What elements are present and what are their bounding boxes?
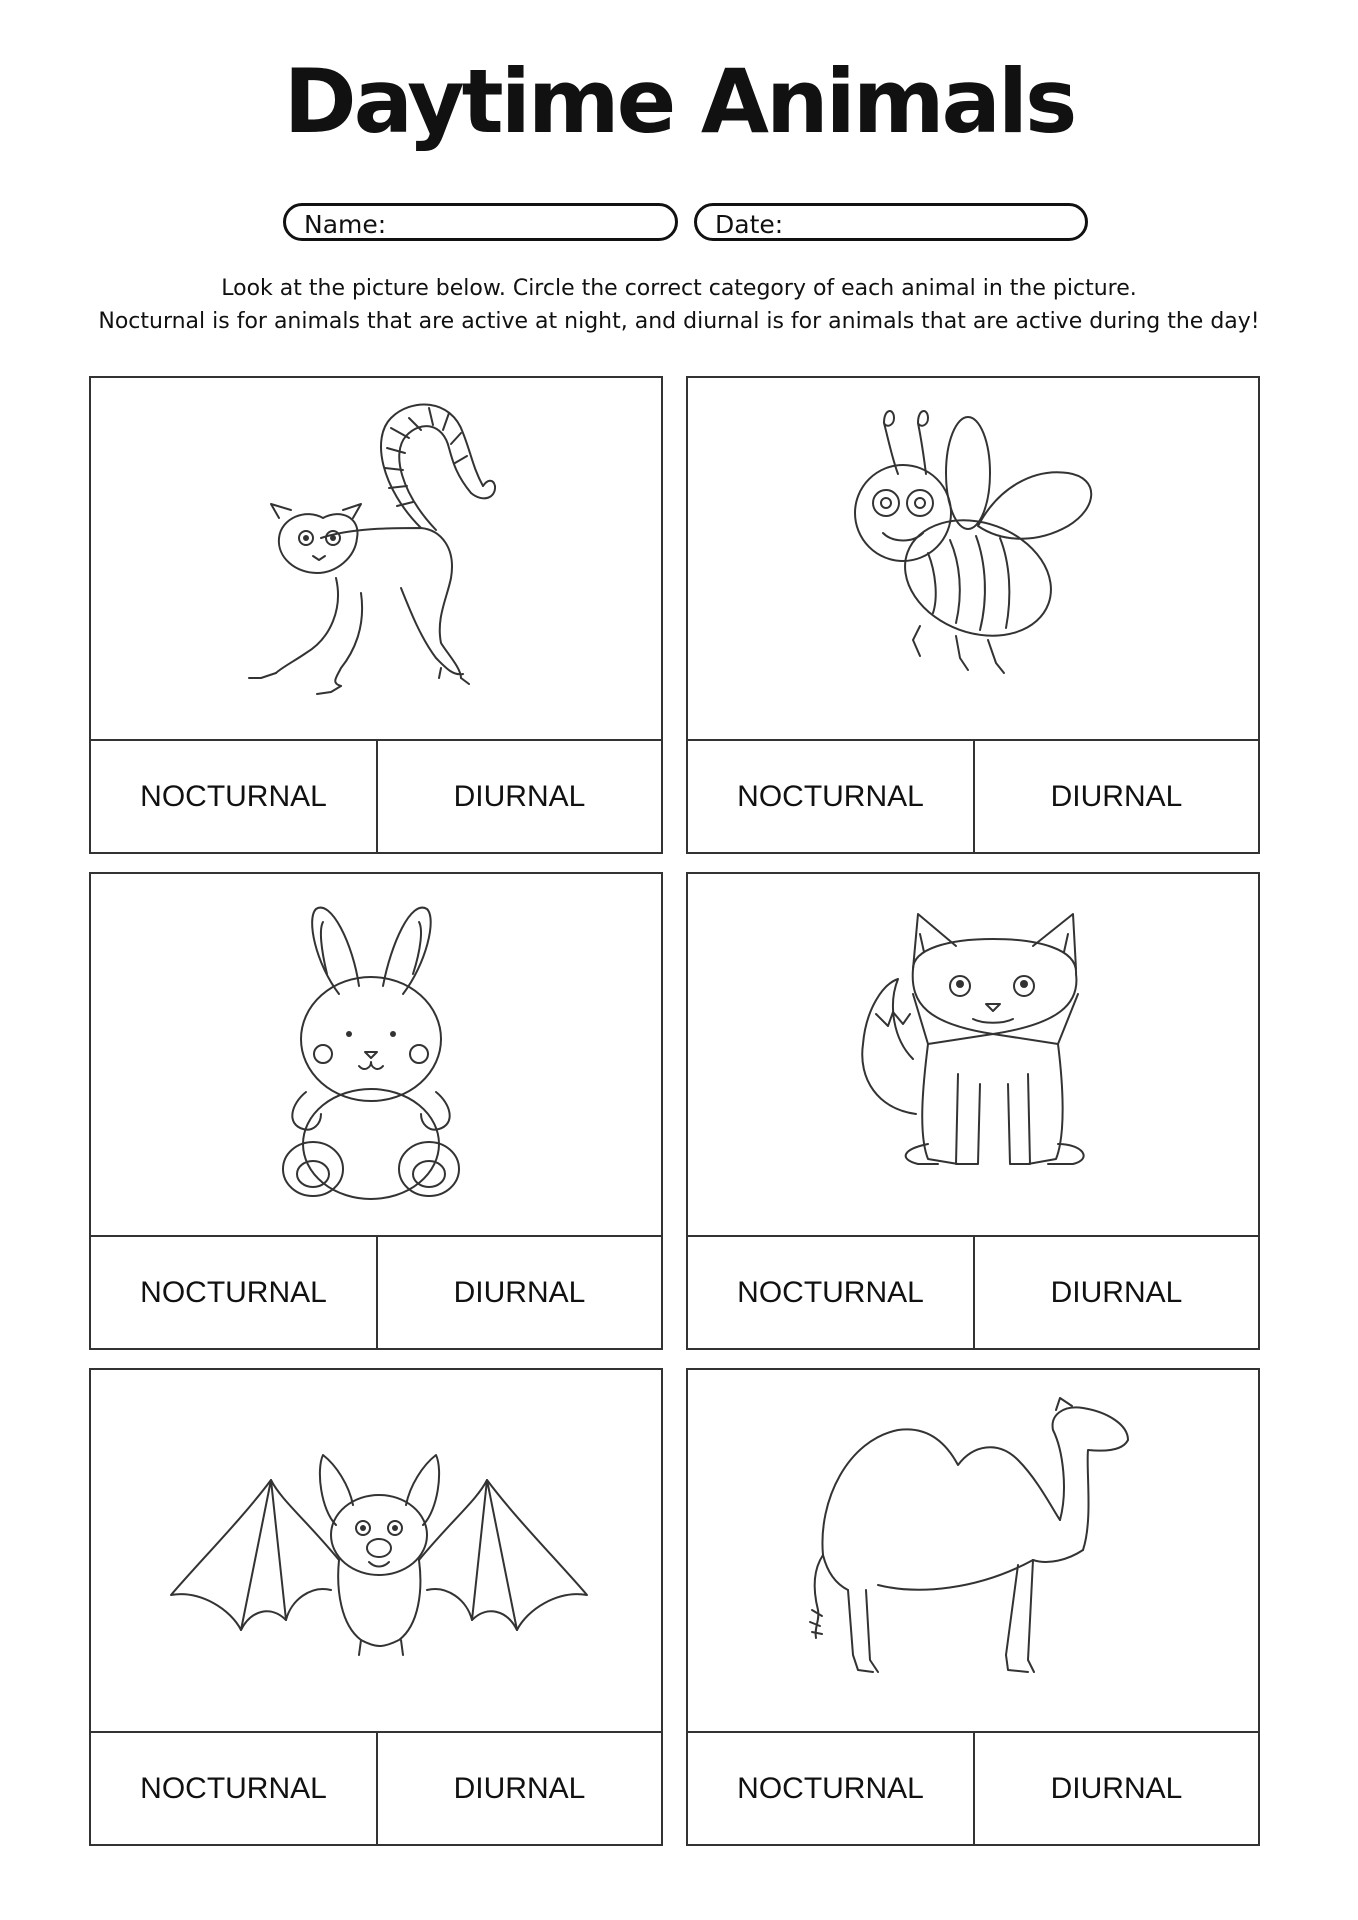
diurnal-option[interactable]: DIURNAL	[453, 1275, 586, 1309]
animal-card-fox	[686, 872, 1260, 1350]
diurnal-option[interactable]: DIURNAL	[1050, 779, 1183, 813]
bat-picture	[91, 1370, 661, 1733]
animal-card-camel	[686, 1368, 1260, 1846]
date-field[interactable]	[694, 203, 1088, 241]
nocturnal-option[interactable]: NOCTURNAL	[688, 741, 975, 852]
bee-picture	[688, 378, 1258, 741]
date-label: Date:	[715, 210, 784, 239]
camel-picture	[688, 1370, 1258, 1733]
name-field[interactable]	[283, 203, 678, 241]
page-title: Daytime Animals	[283, 50, 1075, 153]
nocturnal-option[interactable]: NOCTURNAL	[688, 1733, 975, 1844]
fox-picture	[688, 874, 1258, 1237]
animal-card-bee	[686, 376, 1260, 854]
lemur-icon	[91, 378, 661, 739]
animal-card-lemur	[89, 376, 663, 854]
instructions-line-2: Nocturnal is for animals that are active at night, and diurnal is for animals that are active during the day!	[98, 309, 1260, 334]
nocturnal-option[interactable]: NOCTURNAL	[688, 1237, 975, 1348]
diurnal-option[interactable]: DIURNAL	[453, 1771, 586, 1805]
lemur-picture	[91, 378, 661, 741]
nocturnal-option[interactable]: NOCTURNAL	[91, 741, 378, 852]
name-label: Name:	[304, 210, 387, 239]
camel-icon	[688, 1370, 1258, 1731]
bat-icon	[91, 1370, 661, 1731]
animal-card-bat	[89, 1368, 663, 1846]
diurnal-option[interactable]: DIURNAL	[453, 779, 586, 813]
nocturnal-option[interactable]: NOCTURNAL	[91, 1733, 378, 1844]
bee-icon	[688, 378, 1258, 739]
diurnal-option[interactable]: DIURNAL	[1050, 1771, 1183, 1805]
instructions-line-1: Look at the picture below. Circle the correct category of each animal in the picture.	[221, 276, 1137, 301]
animal-card-rabbit	[89, 872, 663, 1350]
nocturnal-option[interactable]: NOCTURNAL	[91, 1237, 378, 1348]
rabbit-icon	[91, 874, 661, 1235]
rabbit-picture	[91, 874, 661, 1237]
instructions	[0, 272, 1358, 338]
diurnal-option[interactable]: DIURNAL	[1050, 1275, 1183, 1309]
fox-icon	[688, 874, 1258, 1235]
